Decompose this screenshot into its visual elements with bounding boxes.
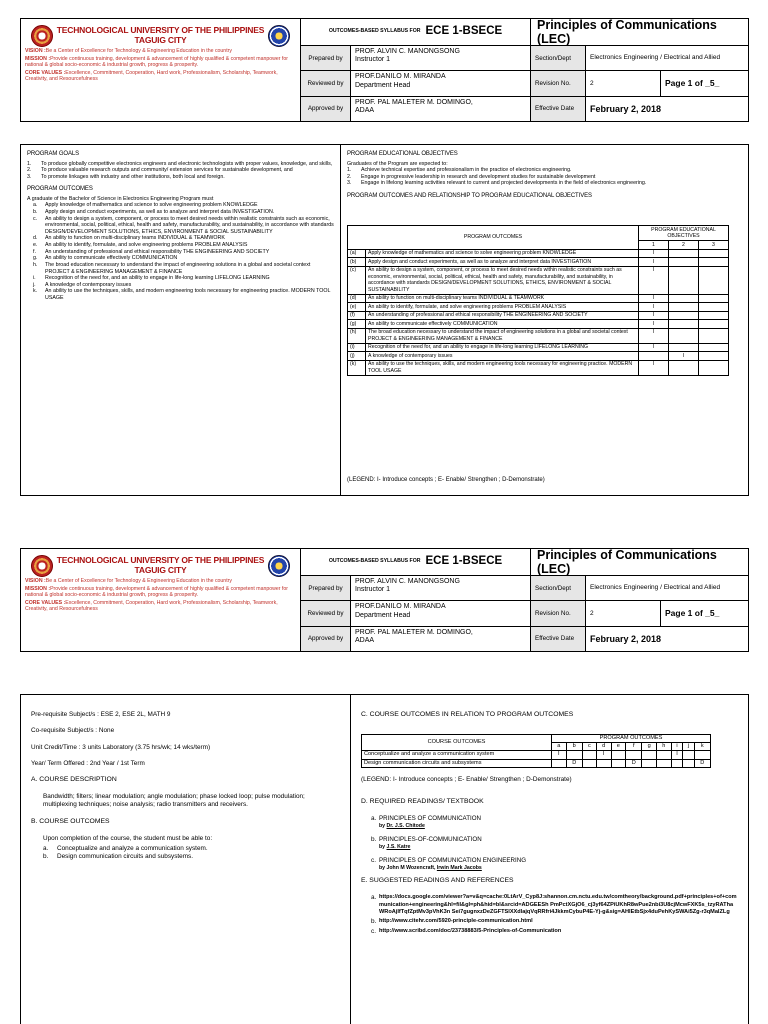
item-text: Engage in progressive leadership in research and development studies for sustainable development (361, 173, 596, 180)
course-section (20, 694, 749, 1024)
author-prefix: by (379, 843, 387, 850)
outcome-key: (j) (348, 352, 366, 361)
corequisite: Co-requisite Subject/s : None (31, 727, 115, 735)
relation-cell (683, 759, 694, 767)
po-column-header: j (683, 743, 694, 751)
item-number: i. (33, 275, 36, 282)
syllabus-header-repeat (20, 548, 749, 652)
item-number: a. (371, 815, 377, 823)
item-number: b. (371, 835, 377, 843)
peo-column-header: 1 (639, 241, 669, 250)
course-info-block (531, 19, 748, 121)
table-row (348, 249, 729, 258)
author-name: J.S. Katre (386, 843, 411, 850)
item-text: An ability to use the techniques, skills, and modern engineering tools necessary for engineering practice. MODERN TOOL USAGE (45, 288, 331, 301)
suggested-reading (361, 918, 738, 926)
suggested-readings-list (361, 894, 738, 936)
relation-cell (699, 249, 729, 258)
page-count: Page 1 of _5_ (660, 71, 748, 95)
item-text: To produce valuable research outputs and community/ extension services for sustainable development, and (41, 167, 293, 174)
po-column-header: k (694, 743, 710, 751)
reference-link[interactable]: http://www.citehr.com/5920-principle-communication.html (379, 918, 533, 925)
item-text: An ability to identify, formulate, and solve engineering problems PROBLEM ANALYSIS (45, 242, 248, 249)
relation-cell (669, 320, 699, 329)
outcome-text: The broad education necessary to understand the impact of engineering solutions in a global and societal context PROJECT & ENGINEERING MANAGEMENT & FINANCE (366, 328, 639, 343)
relation-cell (611, 751, 626, 759)
outcome-key: (b) (348, 258, 366, 267)
item-text: Conceptualize and analyze a communication system. (57, 844, 208, 852)
po-column-header: c (582, 743, 596, 751)
course-references (351, 695, 748, 1024)
item-number: a. (33, 202, 38, 209)
po-column-header: d (596, 743, 611, 751)
item-number: c. (371, 856, 376, 864)
relation-cell (683, 751, 694, 759)
author-prefix: by John M Wozencraft, (379, 864, 437, 871)
program-goals-outcomes (21, 145, 341, 495)
program-objectives (341, 145, 748, 495)
outcome-text: An ability to design a system, component, or process to meet desired needs within realistic constraints such as economic, environmental, social, political, ethical, health and safety, manufacturability, and sustainability, in accordance with standards DESIGN/DEVELOPMENT SOLUTIONS, ETHICS, ENVIRONMENT & SOCIAL SUSTAINABILITY (366, 266, 639, 294)
relation-cell (552, 759, 567, 767)
relation-cell: D (566, 759, 582, 767)
peo-item (347, 174, 742, 181)
relation-cell (639, 352, 669, 361)
po-column-header: h (656, 743, 671, 751)
outcome-text: Apply knowledge of mathematics and science to solve engineering problem KNOWLEDGE (366, 249, 639, 258)
relation-cell: I (639, 360, 669, 375)
po-column-header: e (611, 743, 626, 751)
author-name: Irwin Mark Jacobs (436, 864, 482, 871)
program-goals-title: PROGRAM GOALS (27, 151, 80, 157)
item-number: 2. (27, 167, 32, 174)
item-text: An ability to communicate effectively COMMUNICATION (45, 255, 178, 262)
table-row (348, 320, 729, 329)
year-term: Year/ Term Offered : 2nd Year / 1st Term (31, 759, 145, 767)
course-description-title: A. COURSE DESCRIPTION (31, 776, 117, 784)
outcome-key: (k) (348, 360, 366, 375)
relation-cell: I (639, 328, 669, 343)
relation-cell (669, 258, 699, 267)
relation-cell (699, 343, 729, 352)
outcome-key: (d) (348, 294, 366, 303)
relation-cell (699, 352, 729, 361)
course-outcomes-intro: Upon completion of the course, the student must be able to: (43, 834, 213, 842)
relation-cell: I (639, 249, 669, 258)
table-row (348, 311, 729, 320)
relation-cell: I (639, 311, 669, 320)
program-outcome (27, 235, 334, 242)
syllabus-header (20, 18, 749, 122)
relation-cell (669, 294, 699, 303)
item-number: 3. (27, 173, 32, 180)
item-number: d. (33, 235, 38, 242)
item-number: c. (33, 215, 38, 222)
reading-body (379, 857, 526, 872)
item-number: 2. (347, 173, 352, 180)
legend: (LEGEND: I- Introduce concepts ; E- Enable/ Strengthen ; D-Demonstrate) (361, 775, 572, 783)
relation-cell: I (639, 320, 669, 329)
item-number: 3. (347, 180, 352, 187)
outcome-text: Recognition of the need for, and an ability to engage in life-long learning LIFELONG LEARNING (366, 343, 639, 352)
relation-cell (611, 759, 626, 767)
course-outcome-text: Design communication circuits and subsystems (362, 759, 552, 767)
relation-cell (582, 759, 596, 767)
table-row (348, 352, 729, 361)
outcome-key: (a) (348, 249, 366, 258)
item-number: c. (371, 928, 376, 936)
outcome-key: (h) (348, 328, 366, 343)
outcome-key: (e) (348, 303, 366, 312)
author-name: Dr. J.S. Chitode (386, 823, 425, 830)
syllabus-title: OUTCOMES-BASED SYLLABUS FOR ECE 1-BSECE (301, 19, 530, 46)
program-goal (27, 167, 334, 174)
table-row (362, 759, 711, 767)
author-prefix: by (379, 823, 387, 830)
relation-cell (669, 303, 699, 312)
outcome-text: An ability to identify, formulate, and solve engineering problems PROBLEM ANALYSIS (366, 303, 639, 312)
reading-title: PRINCIPLES OF COMMUNICATION (379, 815, 481, 823)
required-readings-title: D. REQUIRED READINGS/ TEXTBOOK (361, 798, 484, 806)
effective-date-row: Effective Date February 2, 2018 (531, 97, 748, 121)
item-number: 1. (347, 167, 352, 174)
item-number: h. (33, 261, 38, 268)
course-outcome (43, 845, 340, 853)
table-head-outcomes: PROGRAM OUTCOMES (348, 226, 639, 250)
table-row (348, 266, 729, 294)
item-number: b. (33, 209, 38, 216)
peo-intro: Graduates of the Program are expected to: (347, 160, 448, 167)
reading-title: PRINCIPLES-OF-COMMUNICATION (379, 835, 482, 843)
item-number: e. (33, 242, 38, 249)
po-column-header: f (626, 743, 642, 751)
item-number: b. (43, 853, 49, 861)
university-name: TECHNOLOGICAL UNIVERSITY OF THE PHILIPPINES TAGUIG CITY (56, 555, 265, 576)
po-column-header: a (552, 743, 567, 751)
item-number: k. (33, 288, 38, 295)
course-info-block (531, 549, 748, 651)
outcome-text: Apply design and conduct experiments, as well as to analyze and interpret data INVESTIGATION (366, 258, 639, 267)
program-outcomes-title: PROGRAM OUTCOMES (27, 186, 93, 193)
item-text: Apply design and conduct experiments, as well as to analyze and interpret data INVESTIGATION. (45, 209, 275, 216)
table-head-co: COURSE OUTCOMES (362, 734, 552, 751)
required-reading (361, 815, 738, 830)
program-outcome (27, 209, 334, 216)
page-count: Page 1 of _5_ (660, 601, 748, 625)
relation-cell (566, 751, 582, 759)
table-row (348, 303, 729, 312)
reviewed-by-row: Reviewed by PROF.DANILO M. MIRANDA Department Head (301, 71, 530, 96)
item-text: Achieve technical expertise and professionalism in the practice of electronics engineering. (361, 167, 572, 174)
po-column-header: i (671, 743, 683, 751)
reading-body (379, 815, 481, 830)
outcome-key: (g) (348, 320, 366, 329)
suggested-reading (361, 928, 738, 936)
outcome-key: (c) (348, 266, 366, 294)
vision-text: VISION :Be a Center of Excellence for Technology & Engineering Education in the country (25, 48, 232, 55)
table-row (348, 258, 729, 267)
course-outcome-text: Conceptualize and analyze a communication system (362, 751, 552, 759)
item-number: j. (33, 281, 36, 288)
relation-cell (669, 266, 699, 294)
item-number: a. (43, 844, 49, 852)
relation-cell: D (694, 759, 710, 767)
relation-cell (669, 360, 699, 375)
program-goal (27, 174, 334, 181)
legend: (LEGEND: I- Introduce concepts ; E- Enable/ Strengthen ; D-Demonstrate) (347, 477, 545, 483)
relation-cell (699, 303, 729, 312)
outcome-text: An understanding of professional and ethical responsibility THE ENGINEERING AND SOCIETY (366, 311, 639, 320)
relation-cell (582, 751, 596, 759)
reference-link[interactable]: https://docs.google.com/viewer?a=v&q=cache:0LtArV_Cyp8J:shannon.cm.nctu.edu.tw/comtheory/background.pdf+principles+of+communication+engineering&hl=fil&gl=ph&hid=bl&srcid=ADGEESh PmPctXGjO6_cj3yf64ZPiUKhR8wPue2nbi3U8cjMcwFXK5s_tzyRAThaWRoAjIfTqfZptMv3pVhK3n Sei7gugnxzDeZGFTSIXXdlajqVqRRfri4JkkmCybuP4E-Yj-g&sig=AHIEtbSjx4duPehKySWAi5Zg-r3qMalZLg (379, 894, 737, 915)
university-block (21, 19, 301, 121)
relation-cell: D (626, 759, 642, 767)
prerequisite: Pre-requisite Subject/s : ESE 2, ESE 2L, MATH 9 (31, 711, 171, 718)
program-outcome (27, 216, 334, 236)
co-po-title: C. COURSE OUTCOMES IN RELATION TO PROGRAM OUTCOMES (361, 711, 574, 718)
relation-cell (671, 759, 683, 767)
relation-cell: I (552, 751, 567, 759)
po-column-header: b (566, 743, 582, 751)
relation-cell (656, 751, 671, 759)
peo-column-header: 2 (669, 241, 699, 250)
relation-cell (699, 258, 729, 267)
relation-cell (669, 249, 699, 258)
item-text: The broad education necessary to understand the impact of engineering solutions in a global and societal context PROJECT & ENGINEERING MANAGEMENT & FINANCE (45, 261, 311, 275)
suggested-readings-title: E. SUGGESTED READINGS AND REFERENCES (361, 877, 514, 885)
revision-row: Revision No. 2 Page 1 of _5_ (531, 71, 748, 96)
relation-cell: I (669, 352, 699, 361)
peo-list (347, 167, 742, 187)
required-reading (361, 857, 738, 872)
po-column-header: g (642, 743, 657, 751)
peo-item (347, 167, 742, 174)
iso-certification-icon (268, 25, 290, 47)
reviewed-by-row: Reviewed by PROF.DANILO M. MIRANDA Department Head (301, 601, 530, 626)
approval-block (301, 19, 531, 121)
table-row (362, 751, 711, 759)
prepared-by-row: Prepared by PROF. ALVIN C. MANONGSONG Instructor 1 (301, 576, 530, 601)
relation-cell: I (639, 303, 669, 312)
course-outcome (43, 853, 340, 861)
item-text: To produce globally competitive electronics engineers and electronic technologists with proper values, knowledge, and skills, (41, 160, 333, 167)
course-title: Principles of Communications (LEC) (531, 549, 748, 576)
peo-column-header: 3 (699, 241, 729, 250)
item-number: g. (33, 255, 38, 262)
course-title: Principles of Communications (LEC) (531, 19, 748, 46)
co-po-table (361, 734, 711, 768)
program-outcome (27, 262, 334, 275)
approved-by-row: Approved by PROF. PAL MALETER M. DOMINGO, ADAA (301, 627, 530, 651)
table-row (348, 294, 729, 303)
relation-cell (699, 360, 729, 375)
required-reading (361, 836, 738, 851)
iso-certification-icon (268, 555, 290, 577)
program-outcome (27, 202, 334, 209)
core-values-text: CORE VALUES :Excellence, Commitment, Cooperation, Hard work, Professionalism, Scholarship, Teamwork, Creativity, and Resourcefulness (25, 69, 278, 83)
relation-cell: I (639, 294, 669, 303)
outcome-text: An ability to use the techniques, skills, and modern engineering tools necessary for engineering practice. MODERN TOOL USAGE (366, 360, 639, 375)
relation-cell (699, 320, 729, 329)
item-number: a. (371, 894, 377, 902)
relation-cell (656, 759, 671, 767)
program-outcome (27, 282, 334, 289)
program-goal (27, 161, 334, 168)
relationship-title: PROGRAM OUTCOMES AND RELATIONSHIP TO PROGRAM EDUCATIONAL OBJECTIVES (347, 192, 592, 199)
program-goals-list (27, 161, 334, 181)
peo-item (347, 180, 742, 187)
item-text: Engage in lifelong learning activities relevant to current and projected developments in the field of electronics engineering. (361, 180, 647, 187)
relation-cell (694, 751, 710, 759)
item-text: An ability to design a system, component, or process to meet desired needs within realistic constraints such as economic, environmental, social, political, ethical, health and safety, manufacturability, and sustainability, in accordance with standards DESIGN/DEVELOPMENT SOLUTIONS, ETHICS, ENVIRONMENT & SOCIAL SUSTAINABILITY (45, 215, 334, 235)
item-number: f. (33, 248, 36, 255)
program-outcome (27, 249, 334, 256)
course-outcomes-title: B. COURSE OUTCOMES (31, 817, 110, 825)
item-number: b. (371, 918, 377, 926)
relation-cell (642, 751, 657, 759)
item-text: A knowledge of contemporary issues (45, 281, 132, 288)
approved-by-row: Approved by PROF. PAL MALETER M. DOMINGO, ADAA (301, 97, 530, 121)
section-row: Section/Dept Electronics Engineering / Electrical and Allied (531, 46, 748, 71)
reading-title: PRINCIPLES OF COMMUNICATION ENGINEERING (379, 856, 527, 864)
relation-cell (669, 311, 699, 320)
relation-cell (699, 266, 729, 294)
university-name: TECHNOLOGICAL UNIVERSITY OF THE PHILIPPINES TAGUIG CITY (56, 25, 265, 46)
program-outcomes-intro: A graduate of the Bachelor of Science in Electronics Engineering Program must (27, 195, 214, 202)
relation-cell (669, 343, 699, 352)
relation-cell (669, 328, 699, 343)
required-readings-list (361, 815, 738, 871)
relation-cell: I (596, 751, 611, 759)
course-details (21, 695, 351, 1024)
reading-body (379, 836, 482, 851)
relation-cell (699, 328, 729, 343)
suggested-reading (361, 894, 738, 916)
section-row: Section/Dept Electronics Engineering / Electrical and Allied (531, 576, 748, 601)
item-text: Apply knowledge of mathematics and science to solve engineering problem KNOWLEDGE (45, 202, 258, 209)
outcome-text: An ability to communicate effectively COMMUNICATION (366, 320, 639, 329)
tup-seal-icon (31, 25, 53, 47)
reading-author (379, 865, 526, 872)
outcome-text: A knowledge of contemporary issues (366, 352, 639, 361)
table-row (348, 360, 729, 375)
outcome-key: (i) (348, 343, 366, 352)
relation-cell (626, 751, 642, 759)
po-peo-table (347, 225, 729, 376)
table-head-po: PROGRAM OUTCOMES (552, 734, 711, 742)
mission-text: MISSION :Provide continuous training, development & advancement of highly qualified & competent manpower for national & global socio-economic & industrial growth, progress & prosperity. (25, 55, 288, 69)
course-outcomes-list (31, 845, 340, 862)
relation-cell (596, 759, 611, 767)
tup-seal-icon (31, 555, 53, 577)
syllabus-title: OUTCOMES-BASED SYLLABUS FOR ECE 1-BSECE (301, 549, 530, 576)
mission-text: MISSION :Provide continuous training, development & advancement of highly qualified & competent manpower for national & global socio-economic & industrial growth, progress & prosperity. (25, 585, 288, 599)
item-text: An ability to function on multi-disciplinary teams INDIVIDUAL & TEAMWORK (45, 235, 225, 242)
relation-cell: I (639, 258, 669, 267)
program-outcome (27, 242, 334, 249)
reading-author (379, 844, 482, 851)
core-values-text: CORE VALUES :Excellence, Commitment, Cooperation, Hard work, Professionalism, Scholarship, Teamwork, Creativity, and Resourcefulness (25, 599, 278, 613)
relation-cell (699, 294, 729, 303)
outcome-text: An ability to function on multi-disciplinary teams INDIVIDUAL & TEAMWORK (366, 294, 639, 303)
peo-title: PROGRAM EDUCATIONAL OBJECTIVES (347, 151, 458, 157)
item-text: Design communication circuits and subsystems. (57, 853, 194, 861)
reading-author (379, 823, 481, 830)
item-number: 1. (27, 160, 32, 167)
relation-cell (699, 311, 729, 320)
unit-credit: Unit Credit/Time : 3 units Laboratory (3.75 hrs/wk; 14 wks/term) (31, 743, 211, 751)
relation-cell: I (671, 751, 683, 759)
effective-date-row: Effective Date February 2, 2018 (531, 627, 748, 651)
course-description: Bandwidth; filters; linear modulation; angle modulation; phase locked loop; pulse modulation; multiplexing techniques; noise analysis; radio transmitters and receivers. (43, 793, 305, 809)
item-text: An understanding of professional and ethical responsibility THE ENGINEERING AND SOCIETY (45, 248, 270, 255)
program-outcome (27, 255, 334, 262)
reference-link[interactable]: http://www.scribd.com/doc/23738883/5-Principles-of-Communication (379, 928, 562, 935)
program-section (20, 144, 749, 496)
revision-row: Revision No. 2 Page 1 of _5_ (531, 601, 748, 626)
program-outcomes-list (27, 202, 334, 301)
table-row (348, 328, 729, 343)
approval-block (301, 549, 531, 651)
relation-cell: I (639, 343, 669, 352)
university-block (21, 549, 301, 651)
program-outcome (27, 288, 334, 301)
vision-text: VISION :Be a Center of Excellence for Technology & Engineering Education in the country (25, 578, 232, 585)
prepared-by-row: Prepared by PROF. ALVIN C. MANONGSONG Instructor 1 (301, 46, 530, 71)
table-row (348, 343, 729, 352)
relation-cell (642, 759, 657, 767)
program-outcome (27, 275, 334, 282)
item-text: Recognition of the need for, and an ability to engage in life-long learning LIFELONG LEARNING (45, 275, 270, 282)
table-head-peo: PROGRAM EDUCATIONAL OBJECTIVES (639, 226, 729, 241)
outcome-key: (f) (348, 311, 366, 320)
item-text: To promote linkages with industry and other institutions, both local and foreign. (41, 173, 225, 180)
relation-cell: I (639, 266, 669, 294)
